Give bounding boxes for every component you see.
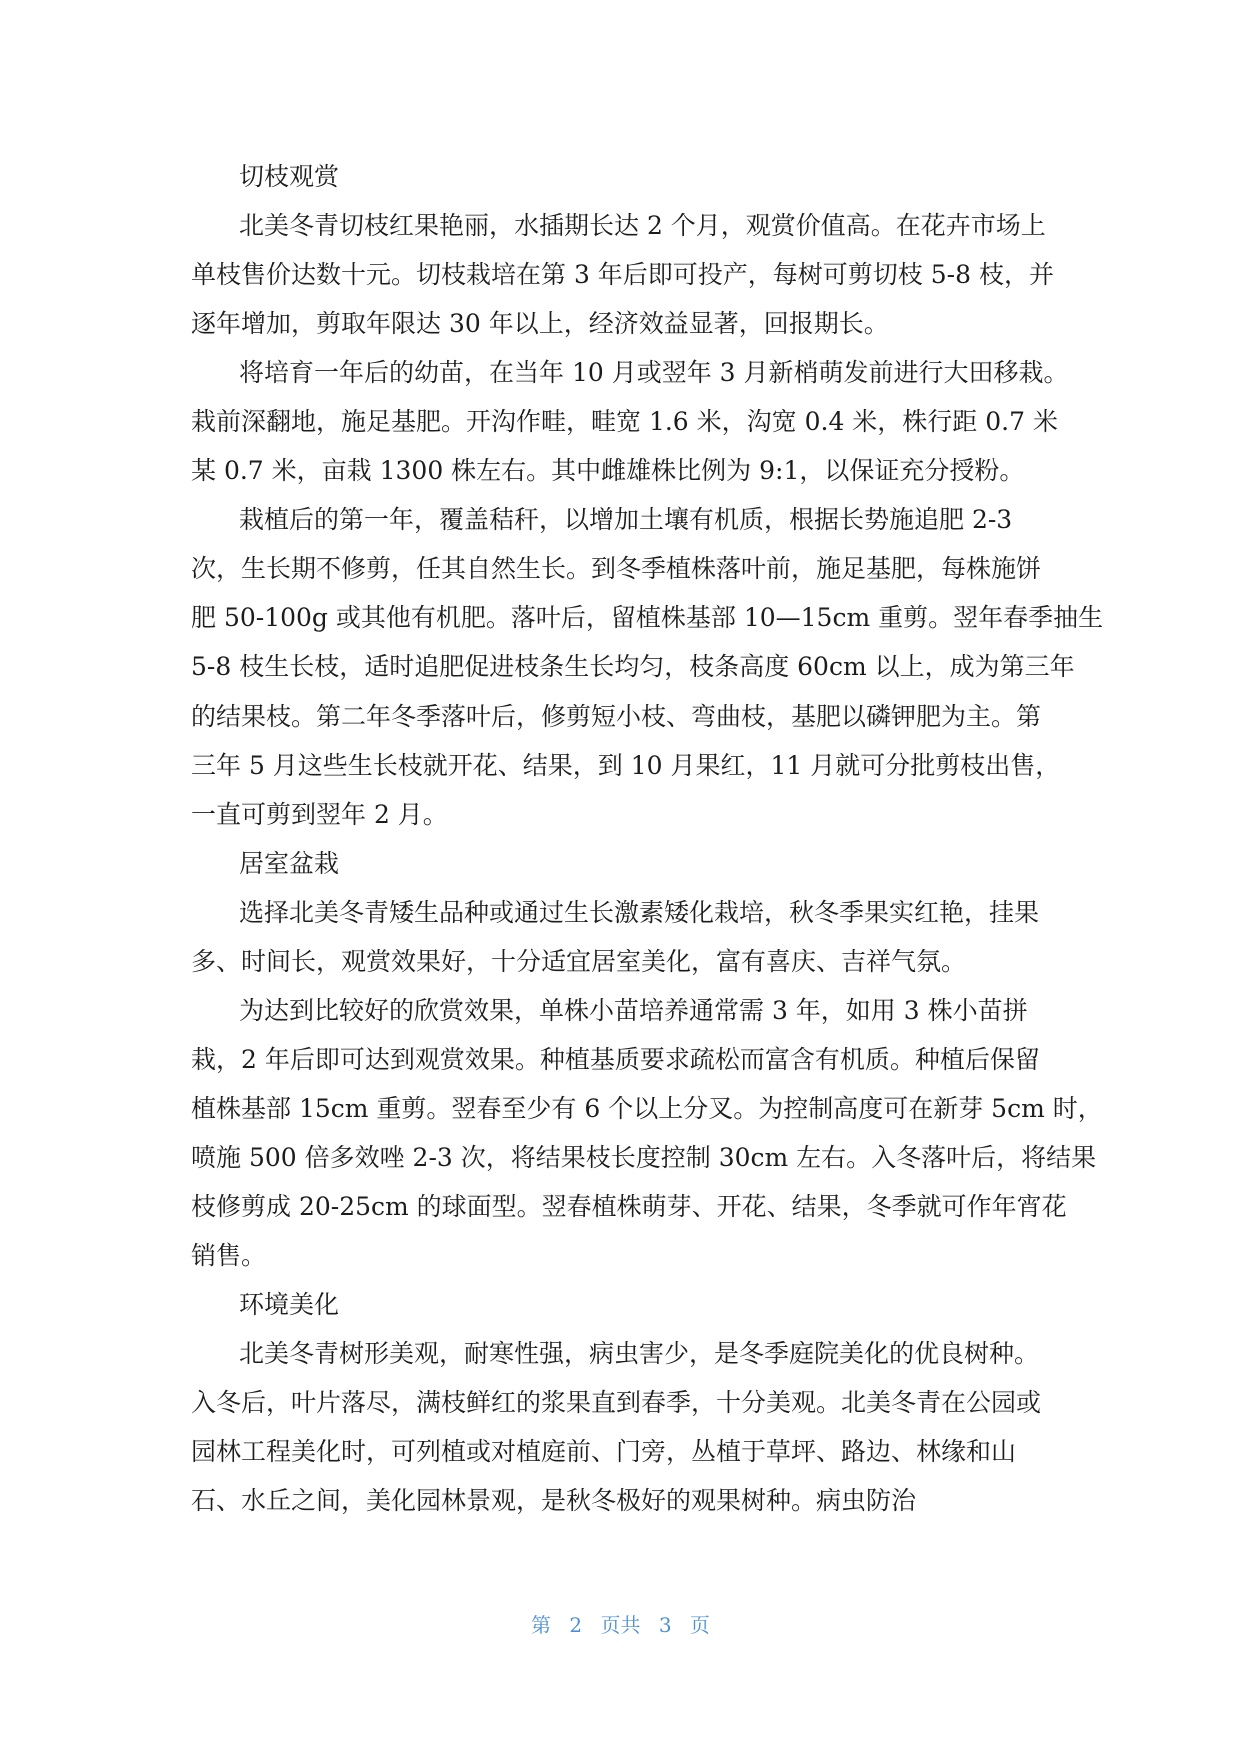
- paragraph-line: 单枝售价达数十元。切枝栽培在第 3 年后即可投产，每树可剪切枝 5-8 枝，并: [191, 260, 1054, 290]
- paragraph: [191, 1329, 1191, 1525]
- page-footer: [0, 1611, 1241, 1639]
- paragraph-line: 某 0.7 米，亩栽 1300 株左右。其中雌雄株比例为 9:1，以保证充分授粉。: [191, 456, 1025, 486]
- paragraph-line: 喷施 500 倍多效唑 2-3 次，将结果枝长度控制 30cm 左右。入冬落叶后，将结果: [191, 1142, 1097, 1172]
- paragraph: [191, 495, 1191, 838]
- paragraph: [191, 348, 1191, 495]
- paragraph-line: 园林工程美化时，可列植或对植庭前、门旁，丛植于草坪、路边、林缘和山: [191, 1437, 1017, 1467]
- paragraph: [191, 888, 1191, 986]
- document-body: [191, 152, 1191, 1525]
- paragraph-line: 枝修剪成 20-25cm 的球面型。翌春植株萌芽、开花、结果，冬季就可作年宵花: [191, 1191, 1067, 1221]
- paragraph: [191, 986, 1191, 1280]
- section-heading: 居室盆栽: [239, 848, 340, 878]
- paragraph-line: 次，生长期不修剪，任其自然生长。到冬季植株落叶前，施足基肥，每株施饼: [191, 554, 1042, 584]
- paragraph: [191, 201, 1191, 348]
- paragraph-line: 植株基部 15cm 重剪。翌春至少有 6 个以上分叉。为控制高度可在新芽 5cm 时，: [191, 1093, 1103, 1123]
- paragraph-line: 将培育一年后的幼苗，在当年 10 月或翌年 3 月新梢萌发前进行大田移栽。: [239, 358, 1069, 388]
- paragraph-line: 入冬后，叶片落尽，满枝鲜红的浆果直到春季，十分美观。北美冬青在公园或: [191, 1388, 1042, 1418]
- paragraph-line: 销售。: [191, 1241, 267, 1271]
- paragraph-line: 为达到比较好的欣赏效果，单株小苗培养通常需 3 年，如用 3 株小苗拼: [239, 995, 1028, 1025]
- page-number: 第 2 页共 3 页: [531, 1613, 710, 1637]
- section-heading: 环境美化: [239, 1290, 340, 1320]
- paragraph-line: 多、时间长，观赏效果好，十分适宜居室美化，富有喜庆、吉祥气氛。: [191, 946, 967, 976]
- paragraph-line: 选择北美冬青矮生品种或通过生长激素矮化栽培，秋冬季果实红艳，挂果: [239, 897, 1040, 927]
- section-heading: 切枝观赏: [239, 162, 340, 191]
- paragraph-line: 栽，2 年后即可达到观赏效果。种植基质要求疏松而富含有机质。种植后保留: [191, 1044, 1040, 1074]
- paragraph-line: 北美冬青树形美观，耐寒性强，病虫害少，是冬季庭院美化的优良树种。: [239, 1339, 1040, 1369]
- paragraph-line: 三年 5 月这些生长枝就开花、结果，到 10 月果红，11 月就可分批剪枝出售，: [191, 750, 1061, 780]
- paragraph-line: 北美冬青切枝红果艳丽，水插期长达 2 个月，观赏价值高。在花卉市场上: [239, 211, 1046, 241]
- paragraph-line: 栽前深翻地，施足基肥。开沟作畦，畦宽 1.6 米，沟宽 0.4 米，株行距 0.7 米: [191, 407, 1058, 437]
- paragraph-line: 石、水丘之间，美化园林景观，是秋冬极好的观果树种。病虫防治: [191, 1486, 917, 1516]
- paragraph-line: 5-8 枝生长枝，适时追肥促进枝条生长均匀，枝条高度 60cm 以上，成为第三年: [191, 652, 1075, 682]
- paragraph-line: 逐年增加，剪取年限达 30 年以上，经济效益显著，回报期长。: [191, 309, 889, 339]
- paragraph-line: 肥 50-100g 或其他有机肥。落叶后，留植株基部 10—15cm 重剪。翌年春季抽生: [191, 603, 1104, 633]
- paragraph-line: 栽植后的第一年，覆盖秸秆，以增加土壤有机质，根据长势施追肥 2-3: [239, 505, 1013, 535]
- paragraph-line: 的结果枝。第二年冬季落叶后，修剪短小枝、弯曲枝，基肥以磷钾肥为主。第: [191, 701, 1042, 731]
- paragraph-line: 一直可剪到翌年 2 月。: [191, 799, 448, 829]
